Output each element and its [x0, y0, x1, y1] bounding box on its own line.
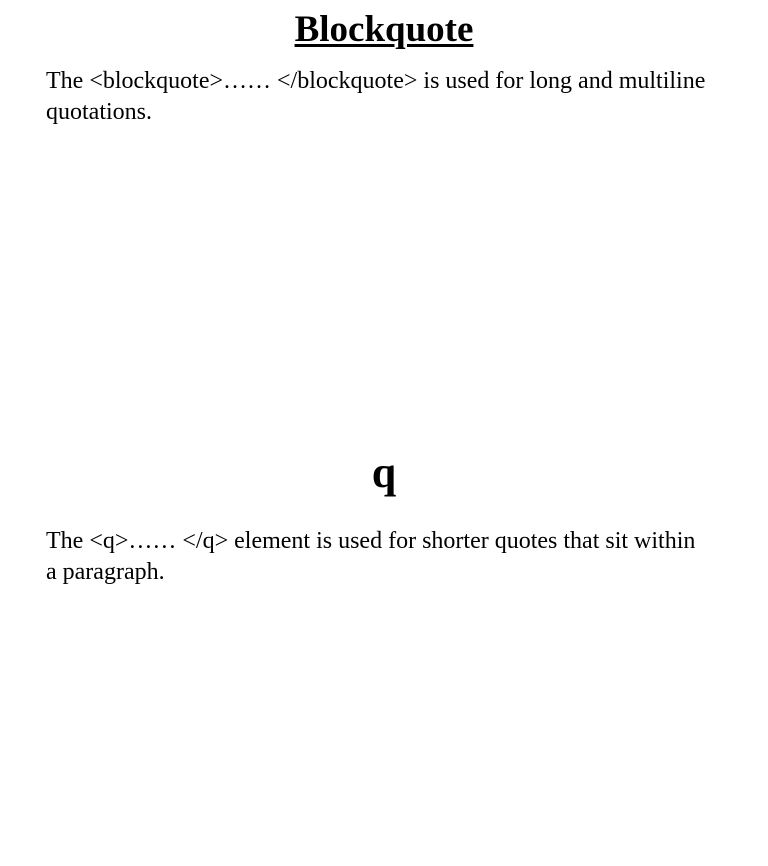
section-heading-q: q [371, 448, 397, 497]
q-description: The <q>…… </q> element is used for shorter quotes that sit within a paragraph. [46, 528, 696, 585]
blockquote-description: The <blockquote>…… </blockquote> is used for long and multiline quotations. [46, 68, 706, 125]
page-title-blockquote: Blockquote [294, 9, 474, 50]
